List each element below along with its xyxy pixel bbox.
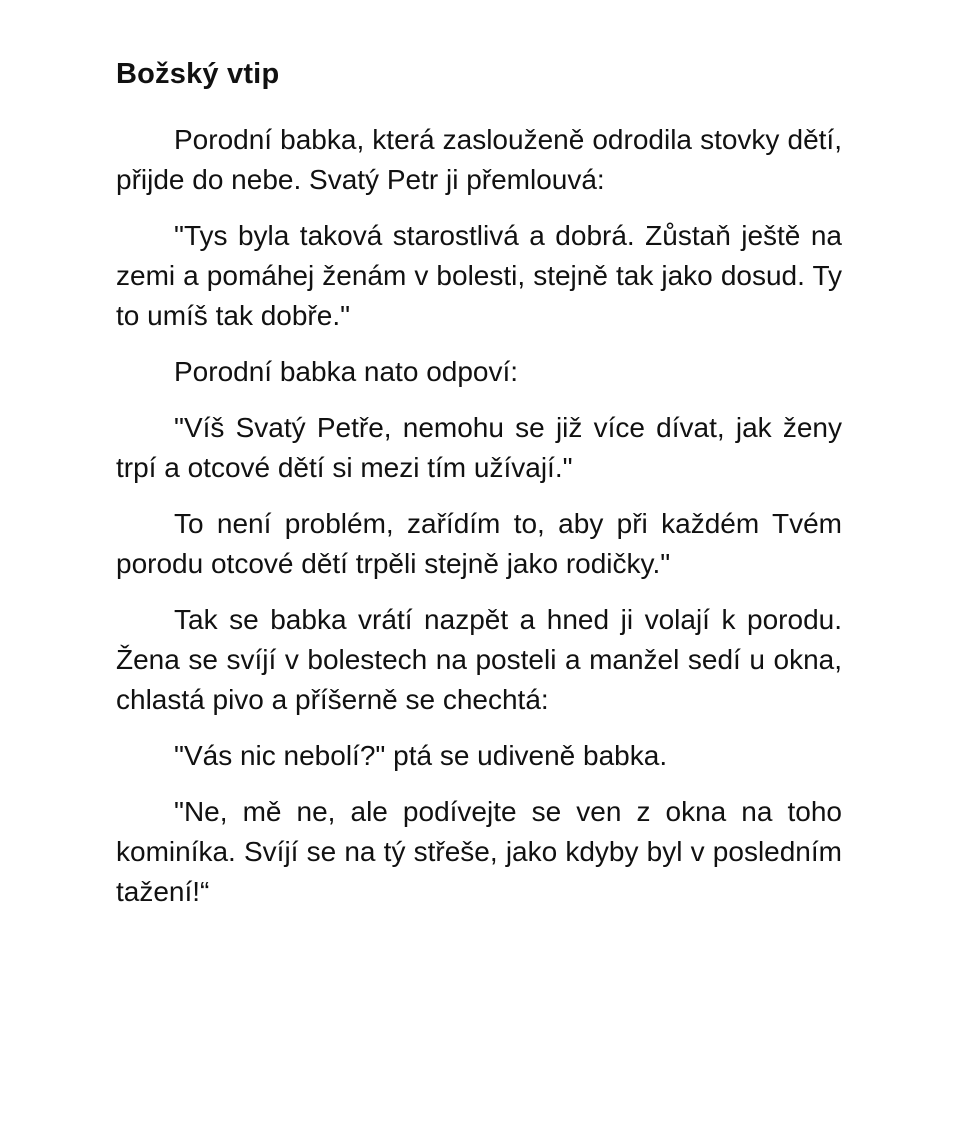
- document-page: [116, 54, 842, 928]
- document-title: Božský vtip: [116, 58, 280, 90]
- paragraph-7: "Vás nic nebolí?" ptá se udiveně babka.: [174, 740, 668, 771]
- paragraph-8: "Ne, mě ne, ale podívejte se ven z okna na toho kominíka. Svíjí se na tý střeše, jako kdyby byl v posledním tažení!“: [116, 796, 842, 907]
- paragraph-5: To není problém, zařídím to, aby při každém Tvém porodu otcové dětí trpěli stejně jako rodičky.": [116, 508, 842, 579]
- paragraph-3: Porodní babka nato odpoví:: [174, 356, 519, 387]
- paragraph-6: Tak se babka vrátí nazpět a hned ji volají k porodu. Žena se svíjí v bolestech na posteli a manžel sedí u okna, chlastá pivo a příšerně se chechtá:: [116, 604, 842, 715]
- paragraph-1: Porodní babka, která zaslouženě odrodila stovky dětí, přijde do nebe. Svatý Petr ji přemlouvá:: [116, 124, 842, 195]
- paragraph-2: "Tys byla taková starostlivá a dobrá. Zůstaň ještě na zemi a pomáhej ženám v bolesti, stejně tak jako dosud. Ty to umíš tak dobře.": [116, 220, 842, 331]
- paragraph-4: "Víš Svatý Petře, nemohu se již více dívat, jak ženy trpí a otcové dětí si mezi tím užívají.": [116, 412, 842, 483]
